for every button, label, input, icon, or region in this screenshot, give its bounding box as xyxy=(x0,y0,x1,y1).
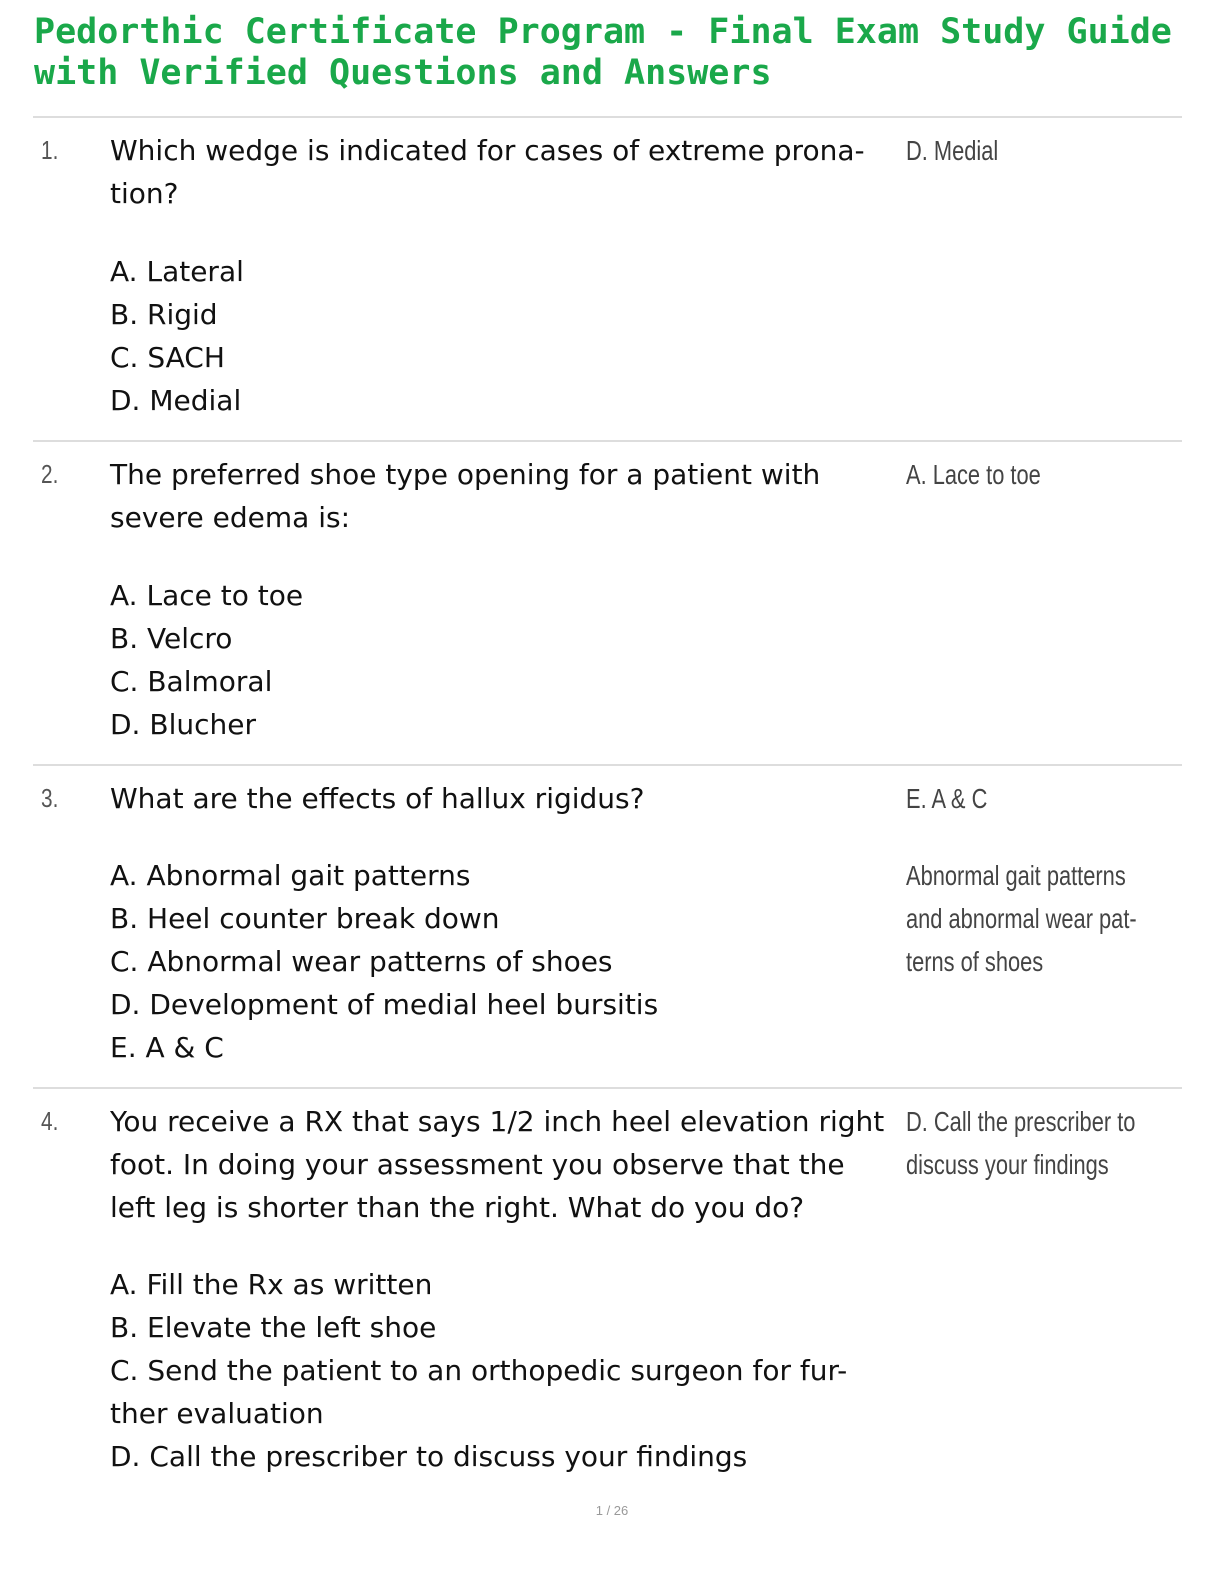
option-c: C. SACH xyxy=(110,341,225,374)
option-a: A. Fill the Rx as written xyxy=(110,1268,433,1301)
option-c: C. Balmoral xyxy=(110,665,273,698)
question-line: left leg is shorter than the right. What do you do? xyxy=(110,1191,805,1224)
explanation-line: Abnormal gait patterns xyxy=(906,860,1126,891)
question-number: 1. xyxy=(41,135,59,165)
option-d: D. Development of medial heel bursitis xyxy=(110,988,659,1021)
option-b: B. Heel counter break down xyxy=(110,902,500,935)
option-b: B. Elevate the left shoe xyxy=(110,1311,437,1344)
correct-answer xyxy=(906,129,1163,172)
option-e: E. A & C xyxy=(110,1031,224,1064)
answer-line: A. Lace to toe xyxy=(906,459,1041,490)
option-c-continued: ther evaluation xyxy=(110,1397,324,1430)
answer-options xyxy=(110,854,910,1069)
option-d: D. Call the prescriber to discuss your findings xyxy=(110,1440,748,1473)
option-a: A. Lace to toe xyxy=(110,579,304,612)
question-number: 3. xyxy=(41,783,59,813)
option-b: B. Rigid xyxy=(110,298,218,331)
explanation-line: and abnormal wear pat- xyxy=(906,903,1137,934)
question-line: Which wedge is indicated for cases of extreme prona- xyxy=(110,134,865,167)
page-number: 1 / 26 xyxy=(595,1503,629,1518)
question-number: 2. xyxy=(41,459,59,489)
option-c: C. Abnormal wear patterns of shoes xyxy=(110,945,613,978)
option-c: C. Send the patient to an orthopedic surgeon for fur- xyxy=(110,1354,848,1387)
answer-explanation xyxy=(906,854,1163,983)
correct-answer xyxy=(906,1100,1163,1186)
option-b: B. Velcro xyxy=(110,622,233,655)
answer-options xyxy=(110,574,910,746)
question-line: The preferred shoe type opening for a patient with xyxy=(110,458,821,491)
answer-line: E. A & C xyxy=(906,783,988,814)
question-text xyxy=(110,1100,905,1229)
document-title xyxy=(34,12,1194,94)
question-line: What are the effects of hallux rigidus? xyxy=(110,782,645,815)
correct-answer xyxy=(906,777,1163,820)
question-line: foot. In doing your assessment you observe that the xyxy=(110,1148,845,1181)
explanation-line: terns of shoes xyxy=(906,946,1044,977)
divider xyxy=(33,440,1182,442)
question-number: 4. xyxy=(41,1106,59,1136)
question-line: You receive a RX that says 1/2 inch heel elevation right xyxy=(110,1105,885,1138)
answer-line: D. Call the prescriber to xyxy=(906,1106,1136,1137)
title-line-1: Pedorthic Certificate Program - Final Exam Study Guide xyxy=(34,12,1172,52)
answer-line: D. Medial xyxy=(906,135,999,166)
question-line: tion? xyxy=(110,177,179,210)
question-text xyxy=(110,777,905,820)
option-a: A. Abnormal gait patterns xyxy=(110,859,471,892)
answer-options xyxy=(110,250,910,422)
answer-line: discuss your findings xyxy=(906,1149,1109,1180)
question-text xyxy=(110,129,905,215)
divider xyxy=(33,764,1182,766)
option-d: D. Medial xyxy=(110,384,242,417)
divider xyxy=(33,116,1182,118)
option-d: D. Blucher xyxy=(110,708,256,741)
question-line: severe edema is: xyxy=(110,501,350,534)
question-text xyxy=(110,453,905,539)
divider xyxy=(33,1087,1182,1089)
correct-answer xyxy=(906,453,1163,496)
title-line-2: with Verified Questions and Answers xyxy=(34,53,772,93)
option-a: A. Lateral xyxy=(110,255,244,288)
answer-options xyxy=(110,1263,910,1478)
